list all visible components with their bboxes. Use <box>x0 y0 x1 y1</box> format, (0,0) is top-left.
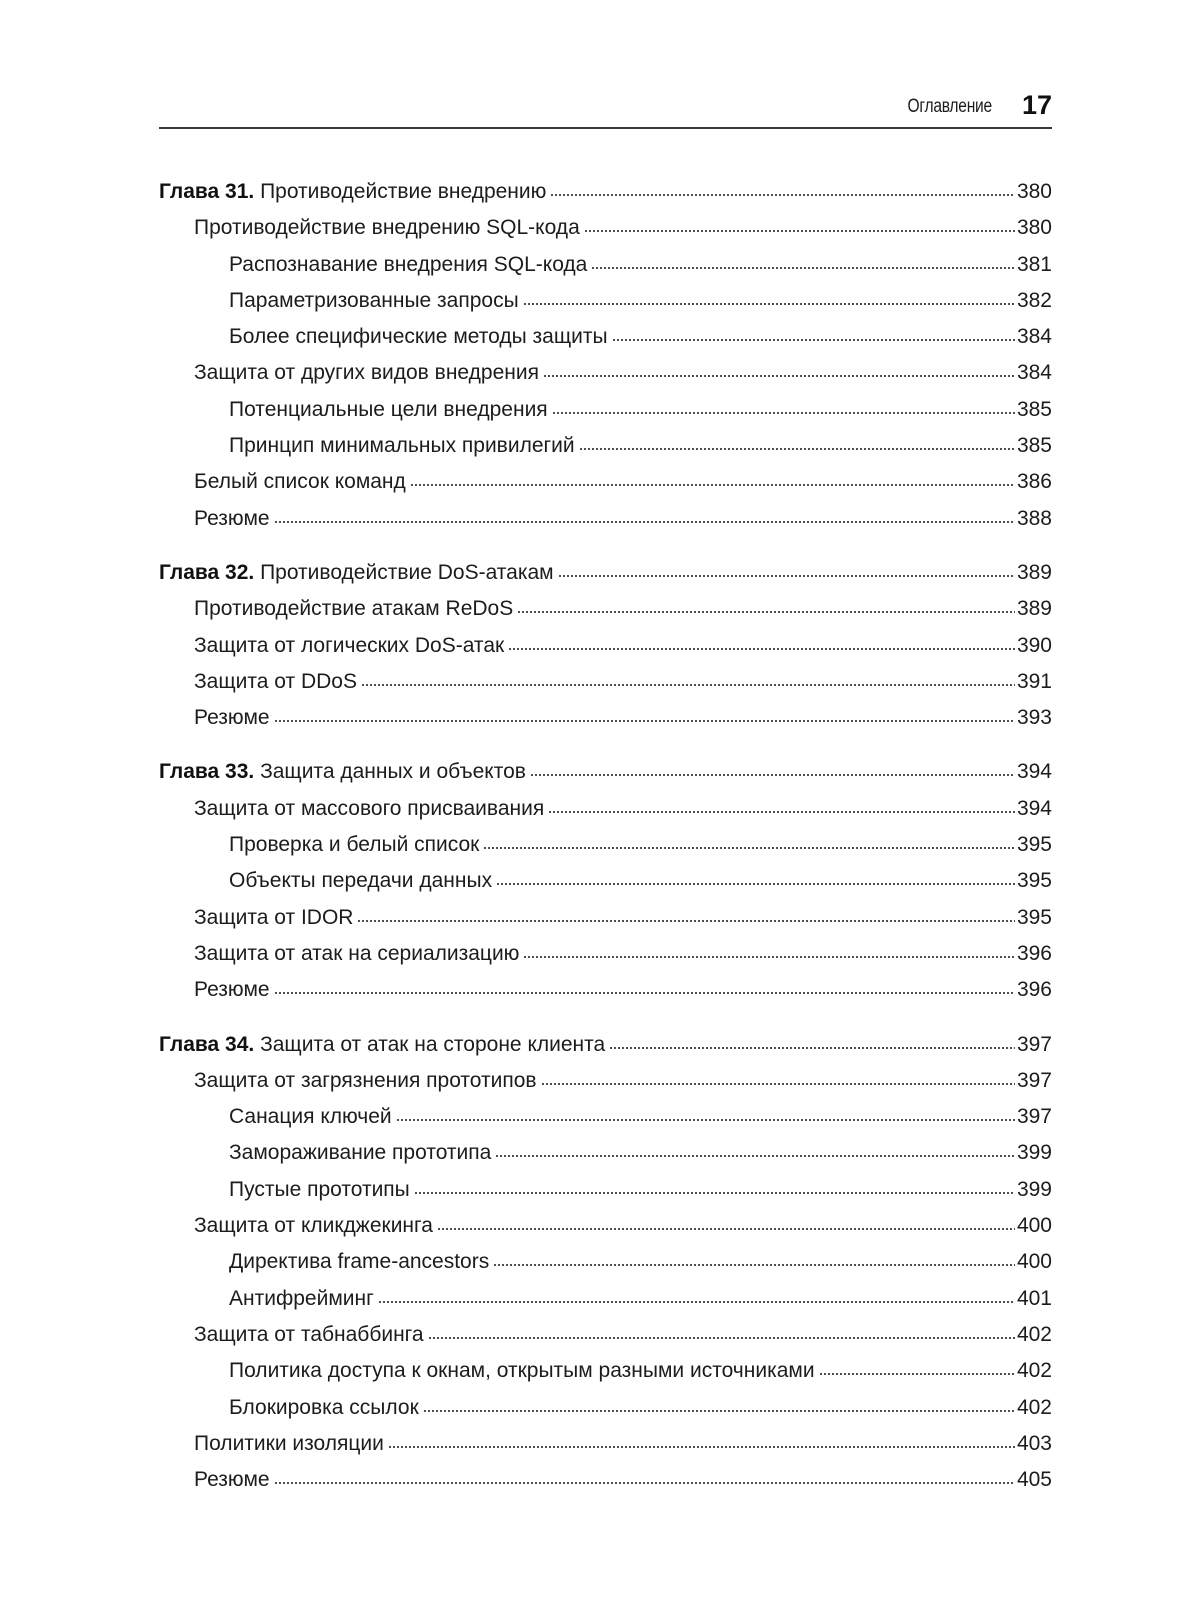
toc-subsection-entry[interactable] <box>159 827 1052 863</box>
chapter-heading <box>159 174 546 210</box>
toc-section-entry[interactable] <box>159 1208 1052 1244</box>
toc-subsection-entry[interactable] <box>159 319 1052 355</box>
dot-leader <box>508 647 1015 651</box>
entry-page-number: 402 <box>1016 1395 1052 1419</box>
toc-section-entry[interactable] <box>159 501 1052 537</box>
dot-leader <box>437 1227 1015 1231</box>
entry-page-number: 395 <box>1016 869 1052 893</box>
dot-leader <box>414 1191 1015 1195</box>
dot-leader <box>274 719 1015 723</box>
entry-title: Параметризованные запросы <box>229 288 519 312</box>
entry-page-number: 393 <box>1016 706 1052 730</box>
entry-page-number: 402 <box>1016 1359 1052 1383</box>
entry-title: Защита от IDOR <box>194 905 354 929</box>
entry-title: Резюме <box>194 506 270 530</box>
entry-title: Защита от логических DoS-атак <box>194 633 505 657</box>
entry-page-number: 380 <box>1016 180 1052 203</box>
entry-page-number: 394 <box>1016 760 1052 784</box>
chapter-label: Глава 32. <box>159 560 255 584</box>
dot-leader <box>523 955 1015 959</box>
entry-page-number: 399 <box>1016 1141 1052 1165</box>
chapter-heading <box>159 754 526 790</box>
entry-page-number: 384 <box>1016 361 1052 385</box>
entry-title: Защита от массового присваивания <box>194 796 545 820</box>
entry-page-number: 402 <box>1016 1322 1052 1346</box>
entry-title: Резюме <box>194 1468 270 1492</box>
dot-leader <box>378 1300 1015 1304</box>
page-header <box>159 85 1052 129</box>
toc-section-entry[interactable] <box>159 972 1052 1008</box>
entry-page-number: 384 <box>1016 325 1052 349</box>
toc-section-entry[interactable] <box>159 791 1052 827</box>
entry-title: Белый список команд <box>194 470 406 494</box>
entry-title: Резюме <box>194 706 270 730</box>
entry-title: Пустые прототипы <box>229 1177 410 1201</box>
toc-section-entry[interactable] <box>159 1426 1052 1462</box>
entry-page-number: 391 <box>1016 669 1052 693</box>
toc-subsection-entry[interactable] <box>159 1390 1052 1426</box>
toc-section-entry[interactable] <box>159 900 1052 936</box>
toc-chapter-entry[interactable] <box>159 174 1052 210</box>
chapter-label: Глава 33. <box>159 760 255 784</box>
toc-subsection-entry[interactable] <box>159 1135 1052 1171</box>
dot-leader <box>523 302 1015 306</box>
toc-section-entry[interactable] <box>159 464 1052 500</box>
entry-page-number: 396 <box>1016 941 1052 965</box>
toc-section-entry[interactable] <box>159 700 1052 736</box>
dot-leader <box>483 846 1015 850</box>
entry-page-number: 400 <box>1016 1214 1052 1238</box>
dot-leader <box>550 193 1015 197</box>
toc-section-entry[interactable] <box>159 1063 1052 1099</box>
dot-leader <box>274 991 1015 995</box>
running-header-title: Оглавление <box>907 96 992 117</box>
dot-leader <box>584 229 1015 233</box>
dot-leader <box>591 266 1015 270</box>
entry-page-number: 388 <box>1016 506 1052 530</box>
dot-leader <box>274 1481 1015 1485</box>
dot-leader <box>552 411 1015 415</box>
entry-page-number: 389 <box>1016 597 1052 621</box>
dot-leader <box>274 520 1015 524</box>
entry-page-number: 390 <box>1016 633 1052 657</box>
entry-title: Политика доступа к окнам, открытым разными источниками <box>229 1359 815 1383</box>
toc-subsection-entry[interactable] <box>159 247 1052 283</box>
chapter-block <box>159 754 1052 1008</box>
entry-page-number: 395 <box>1016 905 1052 929</box>
entry-page-number: 386 <box>1016 470 1052 494</box>
dot-leader <box>388 1445 1015 1449</box>
chapter-block <box>159 174 1052 537</box>
chapter-title: Защита данных и объектов <box>260 760 526 784</box>
dot-leader <box>428 1336 1015 1340</box>
entry-title: Замораживание прототипа <box>229 1141 492 1165</box>
entry-page-number: 401 <box>1016 1286 1052 1310</box>
dot-leader <box>495 1154 1015 1158</box>
entry-title: Защита от других видов внедрения <box>194 361 539 385</box>
entry-page-number: 394 <box>1016 796 1052 820</box>
toc-section-entry[interactable] <box>159 664 1052 700</box>
entry-title: Защита от кликджекинга <box>194 1214 433 1238</box>
dot-leader <box>541 1082 1015 1086</box>
toc-section-entry[interactable] <box>159 1317 1052 1353</box>
entry-title: Потенциальные цели внедрения <box>229 397 548 421</box>
toc-subsection-entry[interactable] <box>159 863 1052 899</box>
toc-subsection-entry[interactable] <box>159 1244 1052 1280</box>
chapter-heading <box>159 1027 605 1063</box>
toc-chapter-entry[interactable] <box>159 754 1052 790</box>
entry-page-number: 397 <box>1016 1068 1052 1092</box>
entry-title: Более специфические методы защиты <box>229 325 608 349</box>
entry-page-number: 397 <box>1016 1032 1052 1056</box>
toc-subsection-entry[interactable] <box>159 1172 1052 1208</box>
entry-page-number: 396 <box>1016 978 1052 1002</box>
dot-leader <box>493 1263 1015 1267</box>
entry-page-number: 382 <box>1016 288 1052 312</box>
toc-subsection-entry[interactable] <box>159 392 1052 428</box>
dot-leader <box>496 882 1015 886</box>
toc-subsection-entry[interactable] <box>159 428 1052 464</box>
entry-title: Директива frame-ancestors <box>229 1250 490 1274</box>
toc-section-entry[interactable] <box>159 591 1052 627</box>
chapter-heading <box>159 555 554 591</box>
entry-page-number: 381 <box>1016 252 1052 276</box>
toc-chapter-entry[interactable] <box>159 555 1052 591</box>
entry-title: Противодействие внедрению SQL-кода <box>194 216 580 240</box>
toc-subsection-entry[interactable] <box>159 1281 1052 1317</box>
chapter-block <box>159 555 1052 736</box>
toc-chapter-entry[interactable] <box>159 1027 1052 1063</box>
chapter-title: Противодействие внедрению <box>260 180 547 203</box>
dot-leader <box>558 574 1015 578</box>
entry-title: Противодействие атакам ReDoS <box>194 597 514 621</box>
entry-page-number: 403 <box>1016 1431 1052 1455</box>
entry-page-number: 395 <box>1016 833 1052 857</box>
entry-title: Принцип минимальных привилегий <box>229 434 575 458</box>
entry-title: Проверка и белый список <box>229 833 480 857</box>
dot-leader <box>579 447 1015 451</box>
entry-page-number: 380 <box>1016 216 1052 240</box>
toc-section-entry[interactable] <box>159 628 1052 664</box>
entry-title: Санация ключей <box>229 1105 392 1129</box>
entry-title: Антифрейминг <box>229 1286 374 1310</box>
entry-title: Политики изоляции <box>194 1431 384 1455</box>
chapter-label: Глава 31. <box>159 180 255 203</box>
entry-page-number: 397 <box>1016 1105 1052 1129</box>
entry-title: Защита от DDoS <box>194 669 357 693</box>
entry-title: Защита от загрязнения прототипов <box>194 1068 537 1092</box>
toc-subsection-entry[interactable] <box>159 1099 1052 1135</box>
dot-leader <box>410 483 1015 487</box>
dot-leader <box>530 773 1015 777</box>
toc-section-entry[interactable] <box>159 355 1052 391</box>
toc-subsection-entry[interactable] <box>159 283 1052 319</box>
chapter-block <box>159 1027 1052 1499</box>
page-number: 17 <box>1021 90 1052 120</box>
dot-leader <box>548 810 1015 814</box>
dot-leader <box>609 1046 1015 1050</box>
toc-section-entry[interactable] <box>159 1462 1052 1498</box>
chapter-title: Противодействие DoS-атакам <box>260 560 554 584</box>
entry-page-number: 385 <box>1016 397 1052 421</box>
table-of-contents <box>159 174 1052 1516</box>
dot-leader <box>423 1409 1015 1413</box>
dot-leader <box>357 919 1015 923</box>
dot-leader <box>361 683 1015 687</box>
entry-page-number: 385 <box>1016 434 1052 458</box>
entry-page-number: 399 <box>1016 1177 1052 1201</box>
entry-title: Распознавание внедрения SQL-кода <box>229 252 588 276</box>
toc-section-entry[interactable] <box>159 210 1052 246</box>
entry-title: Защита от атак на сериализацию <box>194 941 520 965</box>
dot-leader <box>517 610 1015 614</box>
chapter-title: Защита от атак на стороне клиента <box>260 1032 606 1056</box>
entry-title: Блокировка ссылок <box>229 1395 419 1419</box>
entry-page-number: 389 <box>1016 560 1052 584</box>
entry-page-number: 400 <box>1016 1250 1052 1274</box>
chapter-label: Глава 34. <box>159 1032 255 1056</box>
entry-title: Объекты передачи данных <box>229 869 493 893</box>
dot-leader <box>396 1118 1015 1122</box>
entry-title: Резюме <box>194 978 270 1002</box>
dot-leader <box>543 374 1015 378</box>
toc-subsection-entry[interactable] <box>159 1353 1052 1389</box>
dot-leader <box>819 1372 1015 1376</box>
toc-section-entry[interactable] <box>159 936 1052 972</box>
dot-leader <box>612 338 1015 342</box>
entry-page-number: 405 <box>1016 1468 1052 1492</box>
entry-title: Защита от табнаббинга <box>194 1322 424 1346</box>
